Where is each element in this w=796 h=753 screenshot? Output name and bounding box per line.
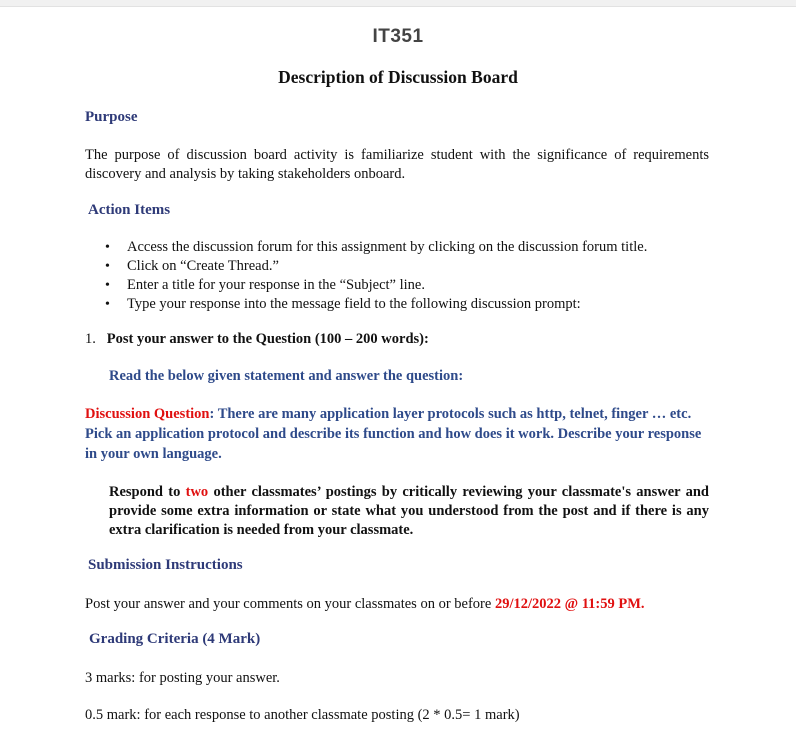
submission-heading: Submission Instructions [88, 557, 243, 573]
submission-deadline: 29/12/2022 @ 11:59 PM. [494, 596, 645, 612]
purpose-heading: Purpose [85, 109, 138, 125]
purpose-text: The purpose of discussion board activity is familiarize student with the significance of requirements discovery and analysis by taking stakeholders onboard. [85, 147, 709, 182]
course-code: IT351 [372, 26, 424, 47]
respond-text-end: other classmates’ postings by critically reviewing your classmate's answer and provide some extra information or state what you understood from the post and if there is any extra clarification is needed from your classmate. [109, 484, 709, 538]
question-line [85, 330, 429, 349]
list-item: • Enter a title for your response in the “Subject” line. [105, 276, 725, 295]
grading-line-2: 0.5 mark: for each response to another classmate posting (2 * 0.5= 1 mark) [85, 707, 520, 723]
respond-count: two [185, 484, 209, 500]
respond-text-start: Respond to [109, 484, 186, 500]
discussion-question [85, 404, 713, 464]
action-items-list [105, 238, 725, 314]
submission-text [85, 595, 645, 614]
discussion-text: : There are many application layer protocols such as http, telnet, finger … etc. Pick an application protocol and describe its function and how does it work. Describe your response in your own language. [85, 406, 702, 462]
action-items-heading: Action Items [88, 202, 171, 218]
question-text: Post your answer to the Question (100 – 200 words): [106, 331, 429, 347]
list-item: • Type your response into the message field to the following discussion prompt: [105, 295, 725, 314]
grading-heading: Grading Criteria (4 Mark) [89, 631, 261, 647]
list-item: • Click on “Create Thread.” [105, 257, 725, 276]
top-bar [0, 0, 796, 7]
submission-text-body: Post your answer and your comments on your classmates on or before [85, 596, 495, 612]
respond-instructions [109, 483, 709, 540]
question-instruction: Read the below given statement and answer the question: [109, 368, 464, 384]
list-item: • Access the discussion forum for this assignment by clicking on the discussion forum title. [105, 238, 725, 257]
question-number: 1. [85, 331, 96, 347]
page-title: Description of Discussion Board [278, 67, 518, 87]
grading-line-1: 3 marks: for posting your answer. [85, 670, 280, 686]
discussion-label: Discussion Question [85, 406, 210, 422]
